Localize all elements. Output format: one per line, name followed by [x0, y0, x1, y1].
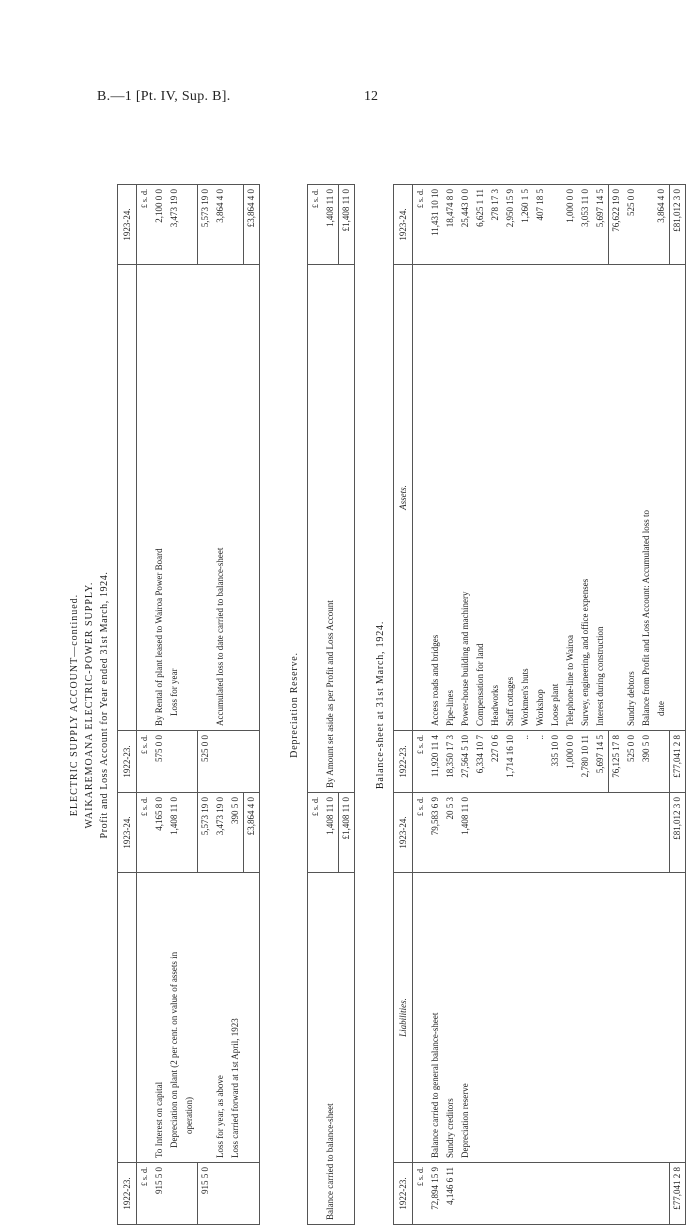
- col-header: 1923-24.: [394, 185, 413, 265]
- amount: 6,334 10 7: [473, 731, 488, 793]
- col-header: 1923-24.: [118, 793, 137, 873]
- total-row: [670, 185, 686, 1225]
- table-row: [654, 185, 670, 1225]
- amount: 525 0 0: [624, 731, 639, 793]
- unit-label: £ s. d.: [413, 1163, 429, 1225]
- unit-label: £ s. d.: [413, 185, 429, 265]
- amount: 278 17 3: [488, 185, 503, 265]
- total: £3,864 4 0: [243, 793, 259, 873]
- col-header: 1922-23.: [118, 731, 137, 793]
- table-row: [503, 185, 518, 1225]
- amount: [167, 731, 182, 793]
- amount: 1,260 1 5: [518, 185, 533, 265]
- table-row: [533, 185, 548, 1225]
- amount: 4,146 6 11: [443, 1163, 458, 1225]
- total: £3,864 4 0: [243, 185, 259, 265]
- item-description: Compensation for land: [473, 265, 488, 731]
- amount: ..: [533, 731, 548, 793]
- total: £77,041 2 8: [670, 731, 686, 793]
- amount: 25,443 0 0: [458, 185, 473, 265]
- item-description: Staff cottages: [503, 265, 518, 731]
- amount: 20 5 3: [443, 793, 458, 873]
- item-description: Depreciation on plant (2 per cent. on value of assets in: [167, 873, 182, 1163]
- subtotal-row: [609, 185, 625, 1225]
- balance-sheet-title: Balance-sheet at 31st March, 1924.: [375, 620, 386, 790]
- item-description: Power-house building and machinery: [458, 265, 473, 731]
- subtotal: 5,573 19 0: [197, 793, 213, 873]
- amount: 335 10 0: [548, 731, 563, 793]
- amount: 3,864 4 0: [654, 185, 670, 265]
- amount: 3,473 19 0: [167, 185, 182, 265]
- amount: 11,431 10 10: [428, 185, 443, 265]
- table-row: [167, 185, 182, 1225]
- page-number: 12: [364, 89, 378, 104]
- item-description: Access roads and bridges: [428, 265, 443, 731]
- col-header: 1922-23.: [118, 1163, 137, 1225]
- supply-title: WAIKAREMOANA ELECTRIC-POWER SUPPLY.: [84, 581, 95, 829]
- item-description: Balance carried to general balance-sheet: [428, 873, 443, 1163]
- amount: 1,714 16 10: [503, 731, 518, 793]
- amount: 1,408 11 0: [167, 793, 182, 873]
- subtotal: 525 0 0: [197, 731, 213, 793]
- amount: 407 18 5: [533, 185, 548, 265]
- table-row: [488, 185, 503, 1225]
- table-row: [323, 185, 339, 1225]
- item-description: Workmen's huts: [518, 265, 533, 731]
- item-description: Balance from Profit and Loss Account: Accumulated loss to: [639, 265, 654, 731]
- item-description: To Interest on capital: [152, 873, 167, 1163]
- amount: ..: [518, 731, 533, 793]
- item-description: Survey, engineering, and office expenses: [578, 265, 593, 731]
- unit-label: £ s. d.: [137, 185, 153, 265]
- total: £81,012 3 0: [670, 793, 686, 873]
- col-header: 1922-23.: [394, 731, 413, 793]
- amount: 1,408 11 0: [458, 793, 473, 873]
- amount: 390 5 0: [228, 793, 244, 873]
- amount: 575 0 0: [152, 731, 167, 793]
- item-description: Sundry creditors: [443, 873, 458, 1163]
- table-row: [624, 185, 639, 1225]
- item-description: By Rental of plant leased to Wairoa Power Board: [152, 265, 167, 731]
- amount: 11,920 11 4: [428, 731, 443, 793]
- amount: 2,780 10 11: [578, 731, 593, 793]
- profit-loss-table: [117, 184, 260, 1225]
- unit-label: £ s. d.: [308, 793, 324, 873]
- amount: [548, 185, 563, 265]
- balance-sheet-table: [393, 184, 686, 1225]
- amount: 18,474 8 0: [443, 185, 458, 265]
- item-description: Depreciation reserve: [458, 873, 473, 1163]
- subtotal-row: [197, 185, 213, 1225]
- table-row: [473, 185, 488, 1225]
- amount: 3,864 4 0: [213, 185, 228, 265]
- amount: 5,697 14 5: [593, 731, 609, 793]
- account-titles: [67, 185, 112, 1225]
- depreciation-title: Depreciation Reserve.: [289, 652, 300, 758]
- table-row: [518, 185, 533, 1225]
- unit-label: £ s. d.: [137, 731, 153, 793]
- col-header: [118, 265, 137, 731]
- item-description: Accumulated loss to date carried to balance-sheet: [213, 265, 228, 731]
- table-row: [639, 185, 654, 1225]
- amount: 4,165 8 0: [152, 793, 167, 873]
- rotated-account-page: [67, 185, 682, 1225]
- item-description: date: [654, 265, 670, 731]
- amount: 2,100 0 0: [152, 185, 167, 265]
- amount: 390 5 0: [639, 731, 654, 793]
- item-description: Loss for year: [167, 265, 182, 731]
- pl-title: Profit and Loss Account for Year ended 31st March, 1924.: [99, 571, 110, 839]
- total: £81,012 3 0: [670, 185, 686, 265]
- amount: 3,053 11 0: [578, 185, 593, 265]
- item-description: Workshop: [533, 265, 548, 731]
- amount: 5,697 14 5: [593, 185, 609, 265]
- subtotal: 76,125 17 8: [609, 731, 625, 793]
- item-description: Telephone-line to Wairoa: [563, 265, 578, 731]
- table-row: [578, 185, 593, 1225]
- table-row: [428, 185, 443, 1225]
- item-description: Interest during construction: [593, 265, 609, 731]
- table-row: [443, 185, 458, 1225]
- total: £1,408 11 0: [339, 793, 355, 873]
- table-row: [213, 185, 228, 1225]
- amount: 1,408 11 0: [323, 793, 339, 873]
- unit-label: £ s. d.: [137, 1163, 153, 1225]
- account-title: ELECTRIC SUPPLY ACCOUNT—continued.: [69, 593, 80, 817]
- table-row: [152, 185, 167, 1225]
- item-description: Pipe-lines: [443, 265, 458, 731]
- table-row: [563, 185, 578, 1225]
- amount: 1,000 0 0: [563, 731, 578, 793]
- table-row: [593, 185, 609, 1225]
- total-row: [243, 185, 259, 1225]
- amount: 2,950 15 9: [503, 185, 518, 265]
- amount: 525 0 0: [624, 185, 639, 265]
- amount: 27,564 5 10: [458, 731, 473, 793]
- amount: 79,583 6 9: [428, 793, 443, 873]
- total-row: [339, 185, 355, 1225]
- amount: 915 5 0: [152, 1163, 167, 1225]
- col-header: Liabilities.: [394, 873, 413, 1163]
- amount: 72,894 15 9: [428, 1163, 443, 1225]
- item-description: By Amount set aside as per Profit and Loss Account: [323, 265, 339, 793]
- unit-label: £ s. d.: [413, 793, 429, 873]
- table-row: [182, 185, 197, 1225]
- amount: [167, 1163, 182, 1225]
- col-header: 1922-23.: [394, 1163, 413, 1225]
- subtotal: 5,573 19 0: [197, 185, 213, 265]
- unit-label: £ s. d.: [137, 793, 153, 873]
- unit-label: £ s. d.: [413, 731, 429, 793]
- col-header: 1923-24.: [118, 185, 137, 265]
- table-row: [458, 185, 473, 1225]
- item-description: Loss for year, as above: [213, 873, 228, 1163]
- item-description: Headworks: [488, 265, 503, 731]
- col-header: 1923-24.: [394, 793, 413, 873]
- amount: 6,625 1 11: [473, 185, 488, 265]
- table-row: [228, 185, 244, 1225]
- subtotal: 915 5 0: [197, 1163, 213, 1225]
- table-row: [548, 185, 563, 1225]
- item-description: Loose plant: [548, 265, 563, 731]
- amount: 3,473 19 0: [213, 793, 228, 873]
- amount: 227 0 6: [488, 731, 503, 793]
- report-reference: B.—1 [Pt. IV, Sup. B].: [97, 89, 231, 104]
- subtotal: 76,622 19 0: [609, 185, 625, 265]
- item-description: operation): [182, 873, 197, 1163]
- total: £1,408 11 0: [339, 185, 355, 265]
- total: £77,041 2 8: [670, 1163, 686, 1225]
- depreciation-table: [307, 184, 355, 1225]
- unit-label: £ s. d.: [308, 185, 324, 265]
- col-header: [118, 873, 137, 1163]
- amount: 18,350 17 3: [443, 731, 458, 793]
- amount: 1,408 11 0: [323, 185, 339, 265]
- amount: 1,000 0 0: [563, 185, 578, 265]
- item-description: Balance carried to balance-sheet: [323, 873, 339, 1225]
- col-header: Assets.: [394, 265, 413, 731]
- item-description: Sundry debtors: [624, 265, 639, 731]
- item-description: Loss carried forward at 1st April, 1923: [228, 873, 244, 1163]
